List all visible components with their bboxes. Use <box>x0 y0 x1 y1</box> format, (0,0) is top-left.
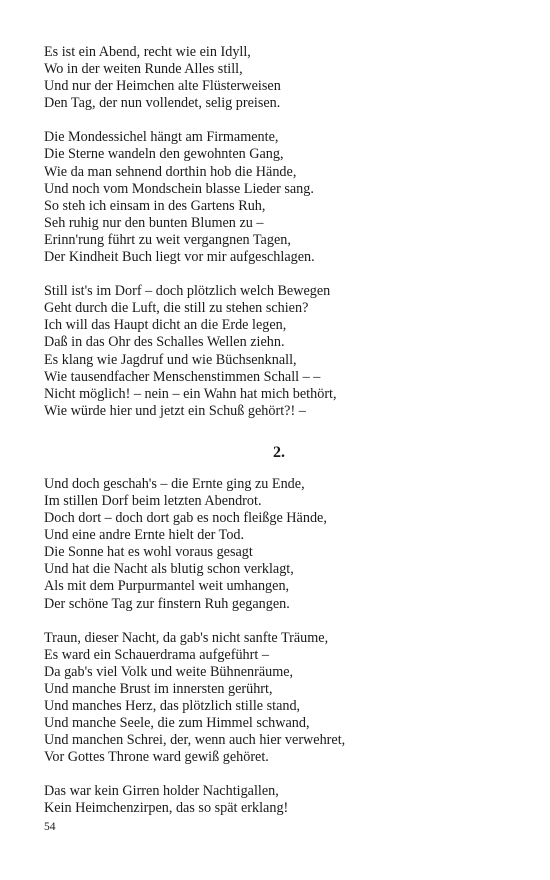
verse-line: Wo in der weiten Runde Alles still, <box>44 61 243 78</box>
verse-line: Und eine andre Ernte hielt der Tod. <box>44 527 245 544</box>
verse-line: Als mit dem Purpurmantel weit umhangen, <box>44 578 290 595</box>
verse-line: Und manchen Schrei, der, wenn auch hier verwehret, <box>44 732 346 749</box>
verse-line: Kein Heimchenzirpen, das so spät erklang! <box>44 800 289 817</box>
verse-line: Still ist's im Dorf – doch plötzlich welch Bewegen <box>44 283 331 300</box>
verse-line: Das war kein Girren holder Nachtigallen, <box>44 783 279 800</box>
stanza-1-2 <box>44 129 514 266</box>
verse-line: Es ward ein Schauerdrama aufgeführt – <box>44 646 269 663</box>
verse-line: Den Tag, der nun vollendet, selig preisen. <box>44 95 281 112</box>
verse-line: Und manches Herz, das plötzlich stille stand, <box>44 698 301 714</box>
verse-line: Wie da man sehnend dorthin hob die Hände, <box>44 163 297 180</box>
page-body <box>44 44 514 835</box>
verse-line: Die Mondessichel hängt am Firmamente, <box>44 129 279 146</box>
verse-line: Wie würde hier und jetzt ein Schuß gehört?! – <box>44 402 306 419</box>
verse-line: Die Sterne wandeln den gewohnten Gang, <box>44 146 284 163</box>
verse-line: Und manche Seele, die zum Himmel schwand, <box>44 715 310 732</box>
verse-line: Traun, dieser Nacht, da gab's nicht sanfte Träume, <box>44 629 329 646</box>
verse-line: Im stillen Dorf beim letzten Abendrot. <box>44 492 262 509</box>
verse-line: Doch dort – doch dort gab es noch fleißge Hände, <box>44 510 327 527</box>
stanza-2-1 <box>44 476 514 613</box>
stanza-2-2 <box>44 630 514 767</box>
verse-line: Und hat die Nacht als blutig schon verklagt, <box>44 561 294 578</box>
verse-line: Ich will das Haupt dicht an die Erde legen, <box>44 317 287 334</box>
stanza-1-3 <box>44 283 514 420</box>
stanza-2-3 <box>44 783 514 817</box>
verse-line: Geht durch die Luft, die still zu stehen schien? <box>44 300 309 317</box>
verse-line: Nicht möglich! – nein – ein Wahn hat mich bethört, <box>44 385 337 402</box>
verse-line: Da gab's viel Volk und weite Bühnenräume, <box>44 663 294 680</box>
verse-line: Und noch vom Mondschein blasse Lieder sang. <box>44 180 314 197</box>
stanza-1-1 <box>44 44 514 112</box>
verse-line: Vor Gottes Throne ward gewiß gehöret. <box>44 749 269 766</box>
section-heading: 2. <box>273 443 285 461</box>
verse-line: Der schöne Tag zur finstern Ruh gegangen. <box>44 595 290 612</box>
poem-section-1 <box>44 44 514 420</box>
verse-line: Und nur der Heimchen alte Flüsterweisen <box>44 78 281 95</box>
verse-line: Der Kindheit Buch liegt vor mir aufgeschlagen. <box>44 249 315 266</box>
verse-line: Die Sonne hat es wohl voraus gesagt <box>44 544 253 561</box>
page-number: 54 <box>44 821 56 833</box>
verse-line: Wie tausendfacher Menschenstimmen Schall – – <box>44 368 321 385</box>
verse-line: So steh ich einsam in des Gartens Ruh, <box>44 197 266 214</box>
poem-section-2 <box>44 476 514 818</box>
verse-line: Daß in das Ohr des Schalles Wellen ziehn. <box>44 334 285 351</box>
verse-line: Erinn'rung führt zu weit vergangnen Tagen, <box>44 231 291 248</box>
verse-line: Es ist ein Abend, recht wie ein Idyll, <box>44 44 251 60</box>
verse-line: Es klang wie Jagdruf und wie Büchsenknall, <box>44 351 297 368</box>
verse-line: Und doch geschah's – die Ernte ging zu Ende, <box>44 475 305 492</box>
verse-line: Seh ruhig nur den bunten Blumen zu – <box>44 214 264 231</box>
verse-line: Und manche Brust im innersten gerührt, <box>44 680 273 697</box>
